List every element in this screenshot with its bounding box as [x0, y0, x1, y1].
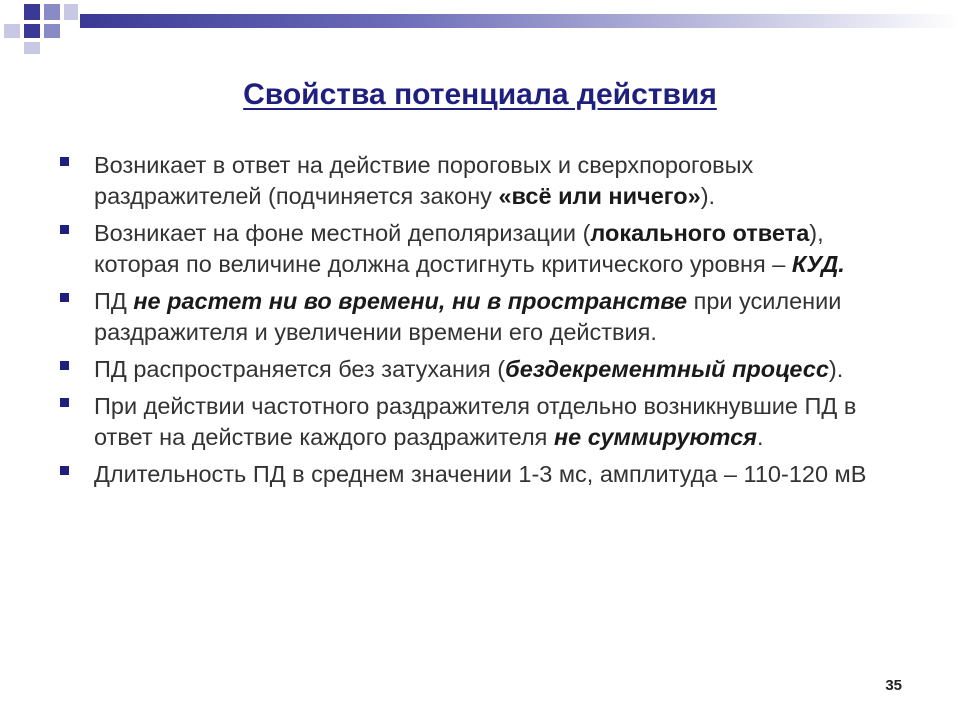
bullet-item — [58, 459, 898, 490]
bullet-square-icon — [60, 398, 69, 407]
header-gradient-bar — [80, 14, 960, 28]
decor-square — [24, 42, 40, 54]
bullet-item — [58, 218, 898, 280]
bullet-text-run: ). — [700, 183, 716, 209]
slide-title: Свойства потенциала действия — [243, 78, 717, 112]
bullet-text-run: не растет ни во времени, ни в пространстве — [133, 288, 688, 314]
bullet-item — [58, 150, 898, 212]
bullet-text-run: бездекрементный процесс — [505, 356, 829, 382]
bullet-text-run: при усилении раздражителя и увеличении времени его действия. — [94, 288, 842, 345]
decor-square — [44, 4, 60, 20]
decor-square — [4, 24, 20, 38]
bullet-text-run: локального ответа — [590, 220, 810, 246]
bullet-text-run: КУД. — [791, 251, 845, 277]
bullet-text-run: «всё или ничего» — [498, 183, 701, 209]
bullet-text-run: ПД — [94, 288, 134, 314]
bullet-square-icon — [60, 361, 69, 370]
bullet-square-icon — [60, 225, 69, 234]
bullet-text-run: не суммируются — [553, 424, 758, 450]
bullet-text-run: Возникает на фоне местной деполяризации ( — [94, 220, 591, 246]
bullet-text-run: . — [757, 424, 764, 450]
bullet-item — [58, 354, 898, 385]
bullet-item — [58, 391, 898, 453]
bullet-list — [58, 150, 898, 496]
decor-square — [24, 24, 40, 38]
decor-square — [44, 24, 60, 38]
page-number: 35 — [885, 677, 902, 694]
bullet-text-run: Длительность ПД в среднем значении 1-3 мс, амплитуда – 110-120 мВ — [94, 461, 867, 487]
bullet-text-run: Возникает в ответ на действие пороговых и сверхпороговых раздражителей (подчиняется закону — [94, 152, 754, 209]
bullet-square-icon — [60, 466, 69, 475]
bullet-text-run: ), которая по величине должна достигнуть критического уровня – — [94, 220, 824, 277]
decor-square — [64, 4, 78, 20]
bullet-text-run: ПД распространяется без затухания ( — [94, 356, 506, 382]
bullet-square-icon — [60, 157, 69, 166]
decor-square — [24, 4, 40, 20]
bullet-text-run: При действии частотного раздражителя отдельно возникнувшие ПД в ответ на действие каждого раздражителя — [94, 393, 857, 450]
bullet-text-run: ). — [828, 356, 844, 382]
bullet-item — [58, 286, 898, 348]
bullet-square-icon — [60, 293, 69, 302]
